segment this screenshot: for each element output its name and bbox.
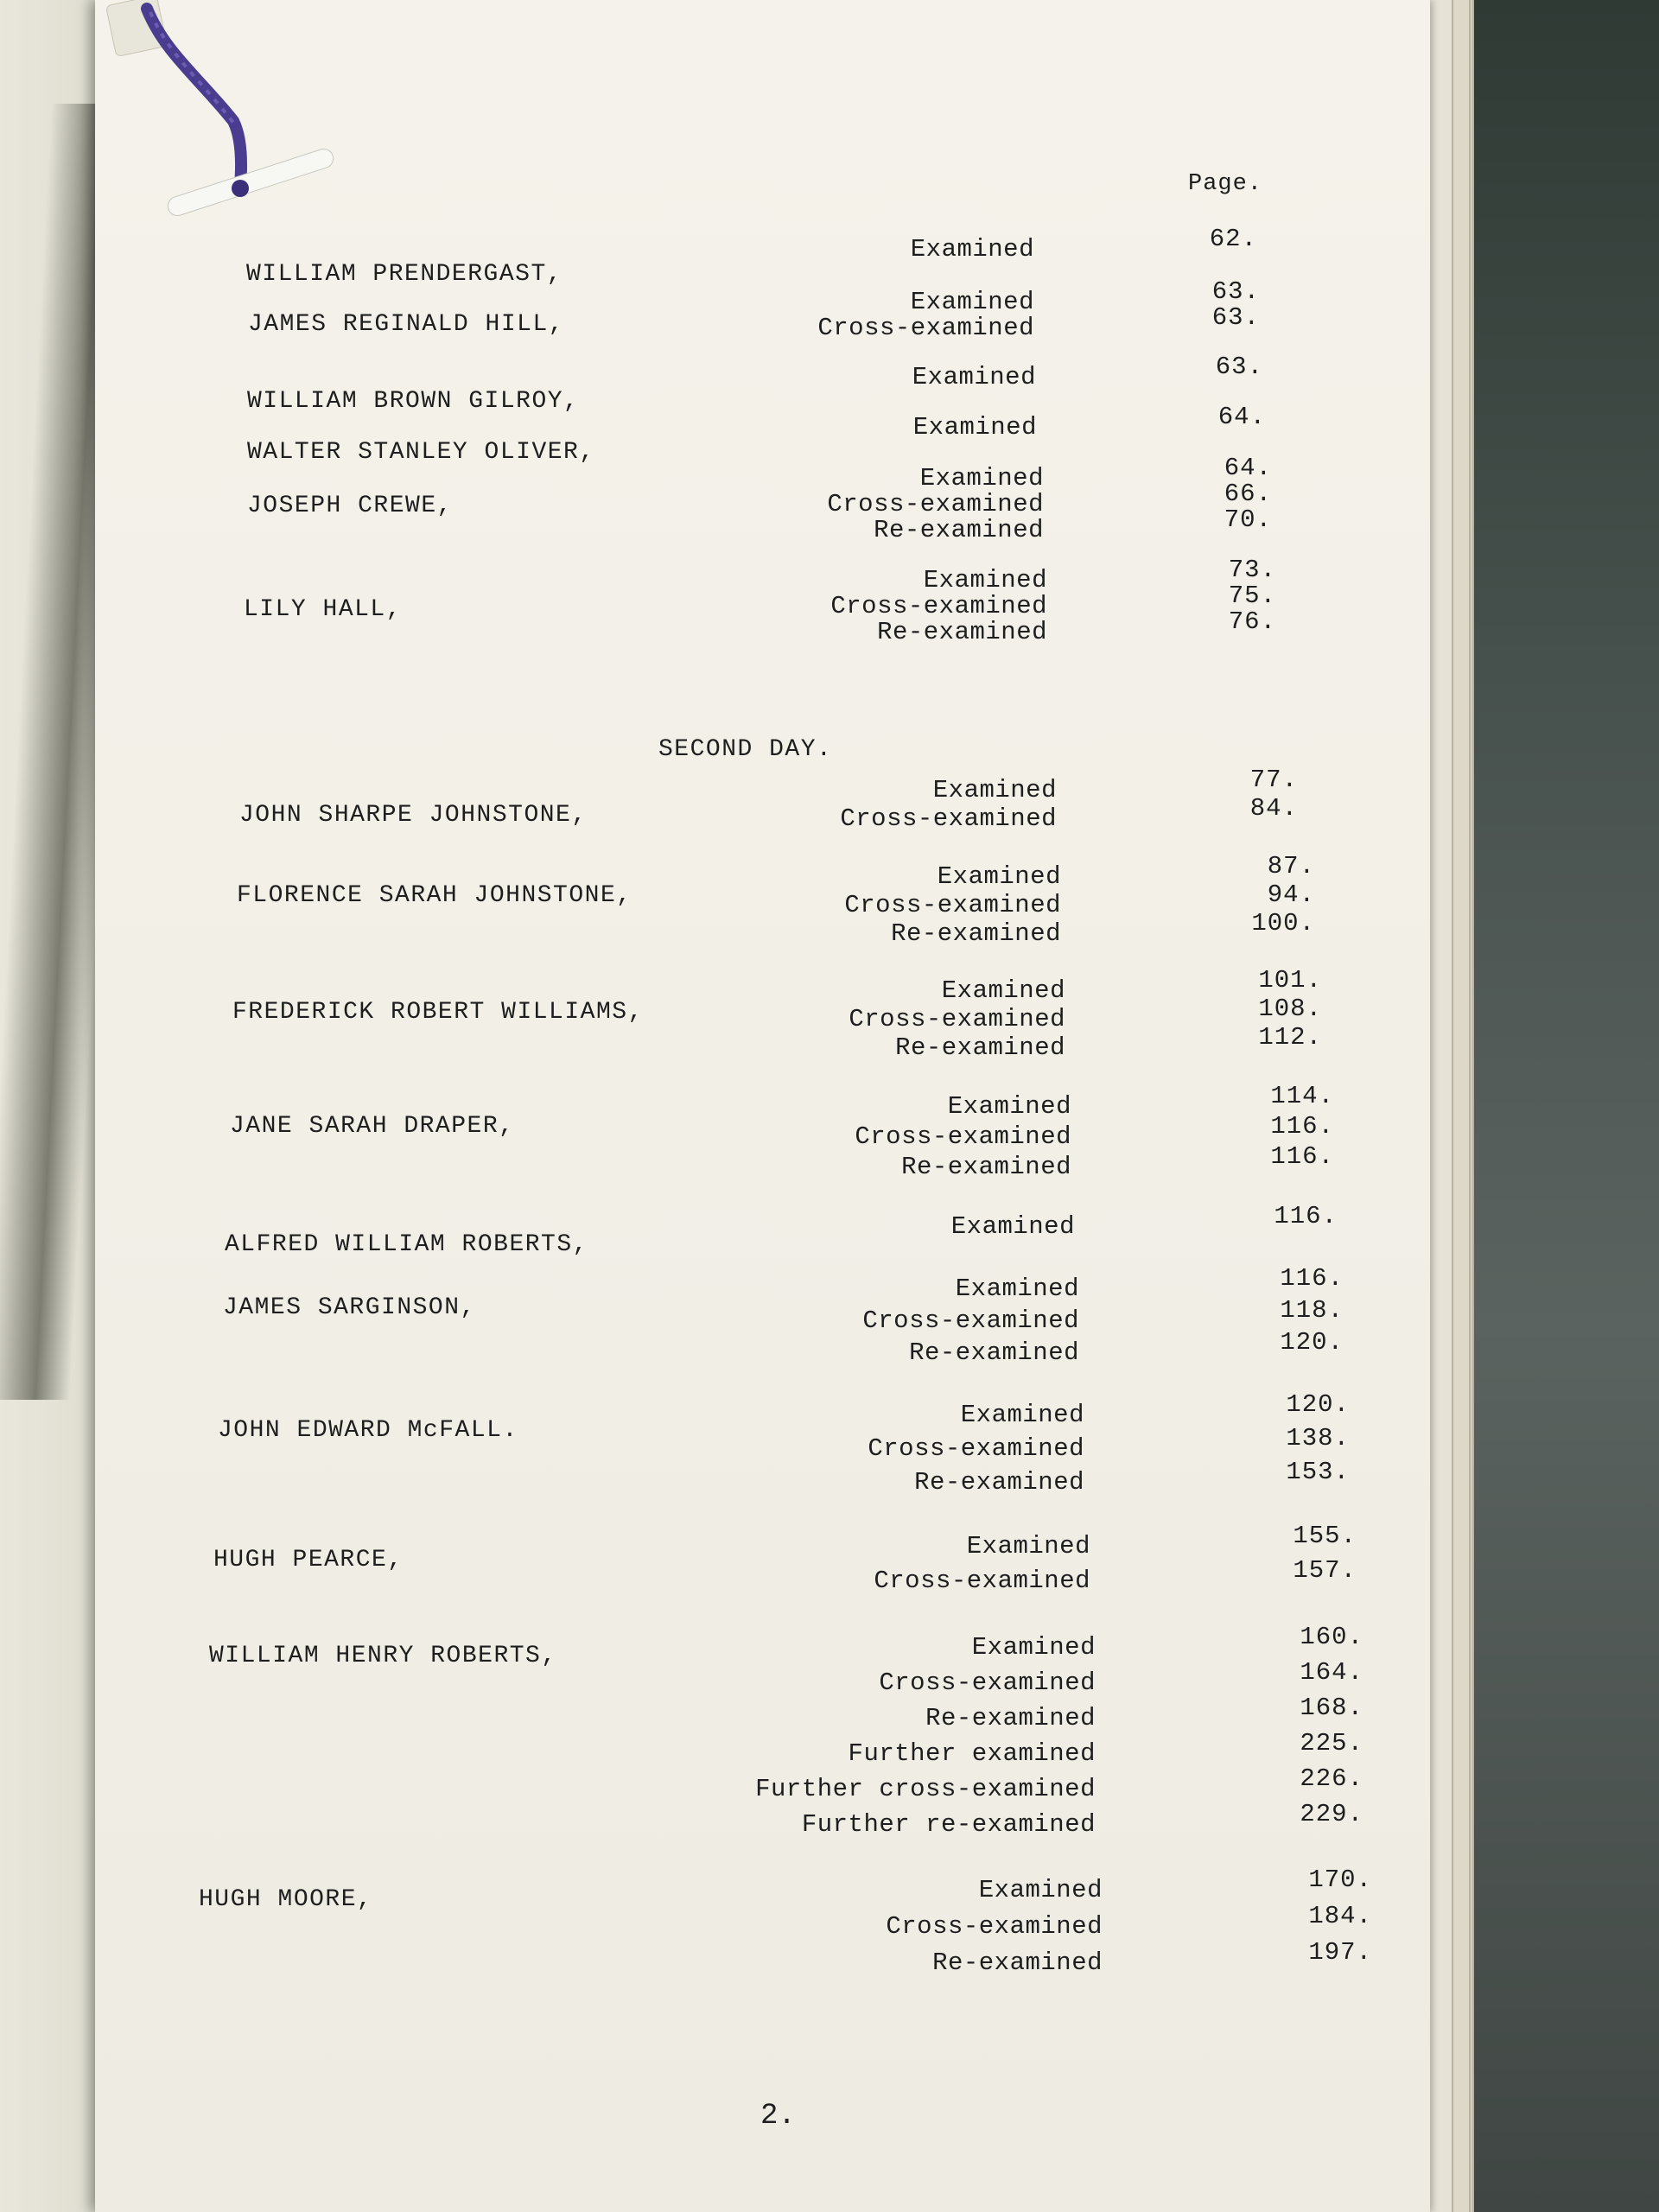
page-reference: 66. bbox=[1224, 480, 1272, 508]
examination-type: Examined bbox=[937, 862, 1061, 891]
examination-type: Examined bbox=[978, 1876, 1103, 1904]
page-reference: 160. bbox=[1300, 1623, 1363, 1651]
page-reference: 116. bbox=[1280, 1264, 1344, 1293]
page-reference: 116. bbox=[1270, 1112, 1334, 1141]
examination-type: Examined bbox=[910, 288, 1034, 316]
page-reference: 77. bbox=[1249, 766, 1298, 794]
examination-type: Examined bbox=[947, 1092, 1071, 1121]
examination-type: Cross-examined bbox=[844, 891, 1061, 919]
examination-type: Examined bbox=[955, 1274, 1079, 1303]
examination-type: Further re-examined bbox=[801, 1810, 1096, 1839]
page-reference: 76. bbox=[1228, 607, 1276, 636]
page-reference: 153. bbox=[1286, 1458, 1350, 1486]
page-reference: 120. bbox=[1286, 1390, 1350, 1419]
examination-type: Cross-examined bbox=[849, 1005, 1065, 1033]
witness-index bbox=[95, 0, 1430, 2212]
page-reference: 63. bbox=[1211, 303, 1260, 332]
witness-name: WILLIAM PRENDERGAST, bbox=[246, 261, 563, 288]
examination-type: Examined bbox=[912, 363, 1036, 391]
witness-name: JOHN SHARPE JOHNSTONE, bbox=[239, 802, 588, 829]
desk-background bbox=[1452, 0, 1659, 2212]
page-reference: 70. bbox=[1224, 505, 1272, 534]
second-day-heading: SECOND DAY. bbox=[658, 736, 833, 763]
page-reference: 168. bbox=[1300, 1694, 1363, 1722]
witness-name: FLORENCE SARAH JOHNSTONE, bbox=[237, 882, 632, 909]
page-reference: 94. bbox=[1267, 880, 1315, 909]
page-number: 2. bbox=[760, 2100, 796, 2133]
witness-name: HUGH MOORE, bbox=[199, 1886, 373, 1913]
examination-type: Re-examined bbox=[925, 1704, 1096, 1732]
examination-type: Examined bbox=[910, 235, 1034, 264]
witness-name: JAMES REGINALD HILL, bbox=[248, 311, 565, 338]
page-reference: 116. bbox=[1270, 1142, 1334, 1171]
examination-type: Re-examined bbox=[895, 1033, 1065, 1062]
witness-name: JOSEPH CREWE, bbox=[247, 493, 453, 519]
examination-type: Cross-examined bbox=[862, 1306, 1079, 1335]
page-reference: 64. bbox=[1217, 403, 1266, 431]
examination-type: Re-examined bbox=[891, 919, 1061, 948]
examination-type: Cross-examined bbox=[868, 1434, 1084, 1463]
page-reference: 226. bbox=[1300, 1764, 1363, 1793]
page-reference: 73. bbox=[1228, 556, 1276, 584]
examination-type: Further cross-examined bbox=[755, 1775, 1096, 1803]
examination-type: Re-examined bbox=[932, 1948, 1103, 1977]
page-reference: 112. bbox=[1258, 1023, 1322, 1052]
examination-type: Re-examined bbox=[914, 1468, 1084, 1497]
examination-type: Examined bbox=[923, 566, 1047, 594]
page-reference: 87. bbox=[1267, 852, 1315, 880]
examination-type: Cross-examined bbox=[855, 1122, 1071, 1151]
page-reference: 118. bbox=[1280, 1296, 1344, 1325]
page-reference: 63. bbox=[1215, 353, 1263, 381]
page-reference: 120. bbox=[1280, 1328, 1344, 1357]
witness-name: WALTER STANLEY OLIVER, bbox=[247, 439, 595, 466]
page-reference: 108. bbox=[1258, 995, 1322, 1023]
witness-name: JOHN EDWARD McFALL. bbox=[218, 1417, 518, 1444]
page-reference: 101. bbox=[1258, 966, 1322, 995]
page-reference: 197. bbox=[1308, 1938, 1372, 1967]
examination-type: Examined bbox=[950, 1212, 1075, 1241]
page-reference: 84. bbox=[1249, 794, 1298, 823]
page-reference: 64. bbox=[1224, 454, 1272, 482]
document-page bbox=[95, 0, 1430, 2212]
witness-name: LILY HALL, bbox=[244, 596, 403, 623]
examination-type: Re-examined bbox=[901, 1153, 1071, 1181]
witness-name: FREDERICK ROBERT WILLIAMS, bbox=[232, 999, 644, 1026]
witness-name: HUGH PEARCE, bbox=[213, 1547, 404, 1573]
page-reference: 116. bbox=[1274, 1202, 1338, 1230]
witness-name: WILLIAM BROWN GILROY, bbox=[247, 388, 580, 415]
examination-type: Examined bbox=[966, 1532, 1090, 1560]
examination-type: Cross-examined bbox=[830, 592, 1047, 620]
page-reference: 138. bbox=[1286, 1424, 1350, 1452]
examination-type: Examined bbox=[912, 413, 1037, 442]
page-reference: 63. bbox=[1211, 277, 1260, 306]
witness-name: JANE SARAH DRAPER, bbox=[230, 1113, 515, 1140]
witness-name: WILLIAM HENRY ROBERTS, bbox=[209, 1643, 557, 1669]
examination-type: Cross-examined bbox=[874, 1567, 1090, 1595]
page-reference: 100. bbox=[1251, 909, 1315, 938]
page-reference: 75. bbox=[1228, 582, 1276, 610]
examination-type: Re-examined bbox=[909, 1338, 1079, 1367]
examination-type: Examined bbox=[932, 776, 1057, 804]
page-column-heading: Page. bbox=[1188, 171, 1263, 197]
examination-type: Cross-examined bbox=[879, 1669, 1096, 1697]
examination-type: Cross-examined bbox=[817, 314, 1034, 342]
page-reference: 157. bbox=[1293, 1556, 1357, 1585]
page-reference: 164. bbox=[1300, 1658, 1363, 1687]
examination-type: Re-examined bbox=[874, 516, 1044, 544]
page-reference: 62. bbox=[1209, 225, 1257, 253]
examination-type: Examined bbox=[960, 1401, 1084, 1429]
examination-type: Cross-examined bbox=[827, 490, 1044, 518]
page-reference: 229. bbox=[1300, 1800, 1363, 1828]
witness-name: JAMES SARGINSON, bbox=[223, 1294, 476, 1321]
examination-type: Further examined bbox=[848, 1739, 1096, 1768]
examination-type: Examined bbox=[941, 976, 1065, 1005]
examination-type: Cross-examined bbox=[886, 1912, 1103, 1941]
examination-type: Examined bbox=[971, 1633, 1096, 1662]
page-reference: 114. bbox=[1270, 1082, 1334, 1110]
examination-type: Cross-examined bbox=[840, 804, 1057, 833]
page-reference: 170. bbox=[1308, 1866, 1372, 1894]
witness-name: ALFRED WILLIAM ROBERTS, bbox=[225, 1231, 588, 1258]
page-reference: 225. bbox=[1300, 1729, 1363, 1758]
page-reference: 155. bbox=[1293, 1522, 1357, 1550]
examination-type: Re-examined bbox=[877, 618, 1047, 646]
examination-type: Examined bbox=[919, 464, 1044, 493]
page-reference: 184. bbox=[1308, 1902, 1372, 1930]
